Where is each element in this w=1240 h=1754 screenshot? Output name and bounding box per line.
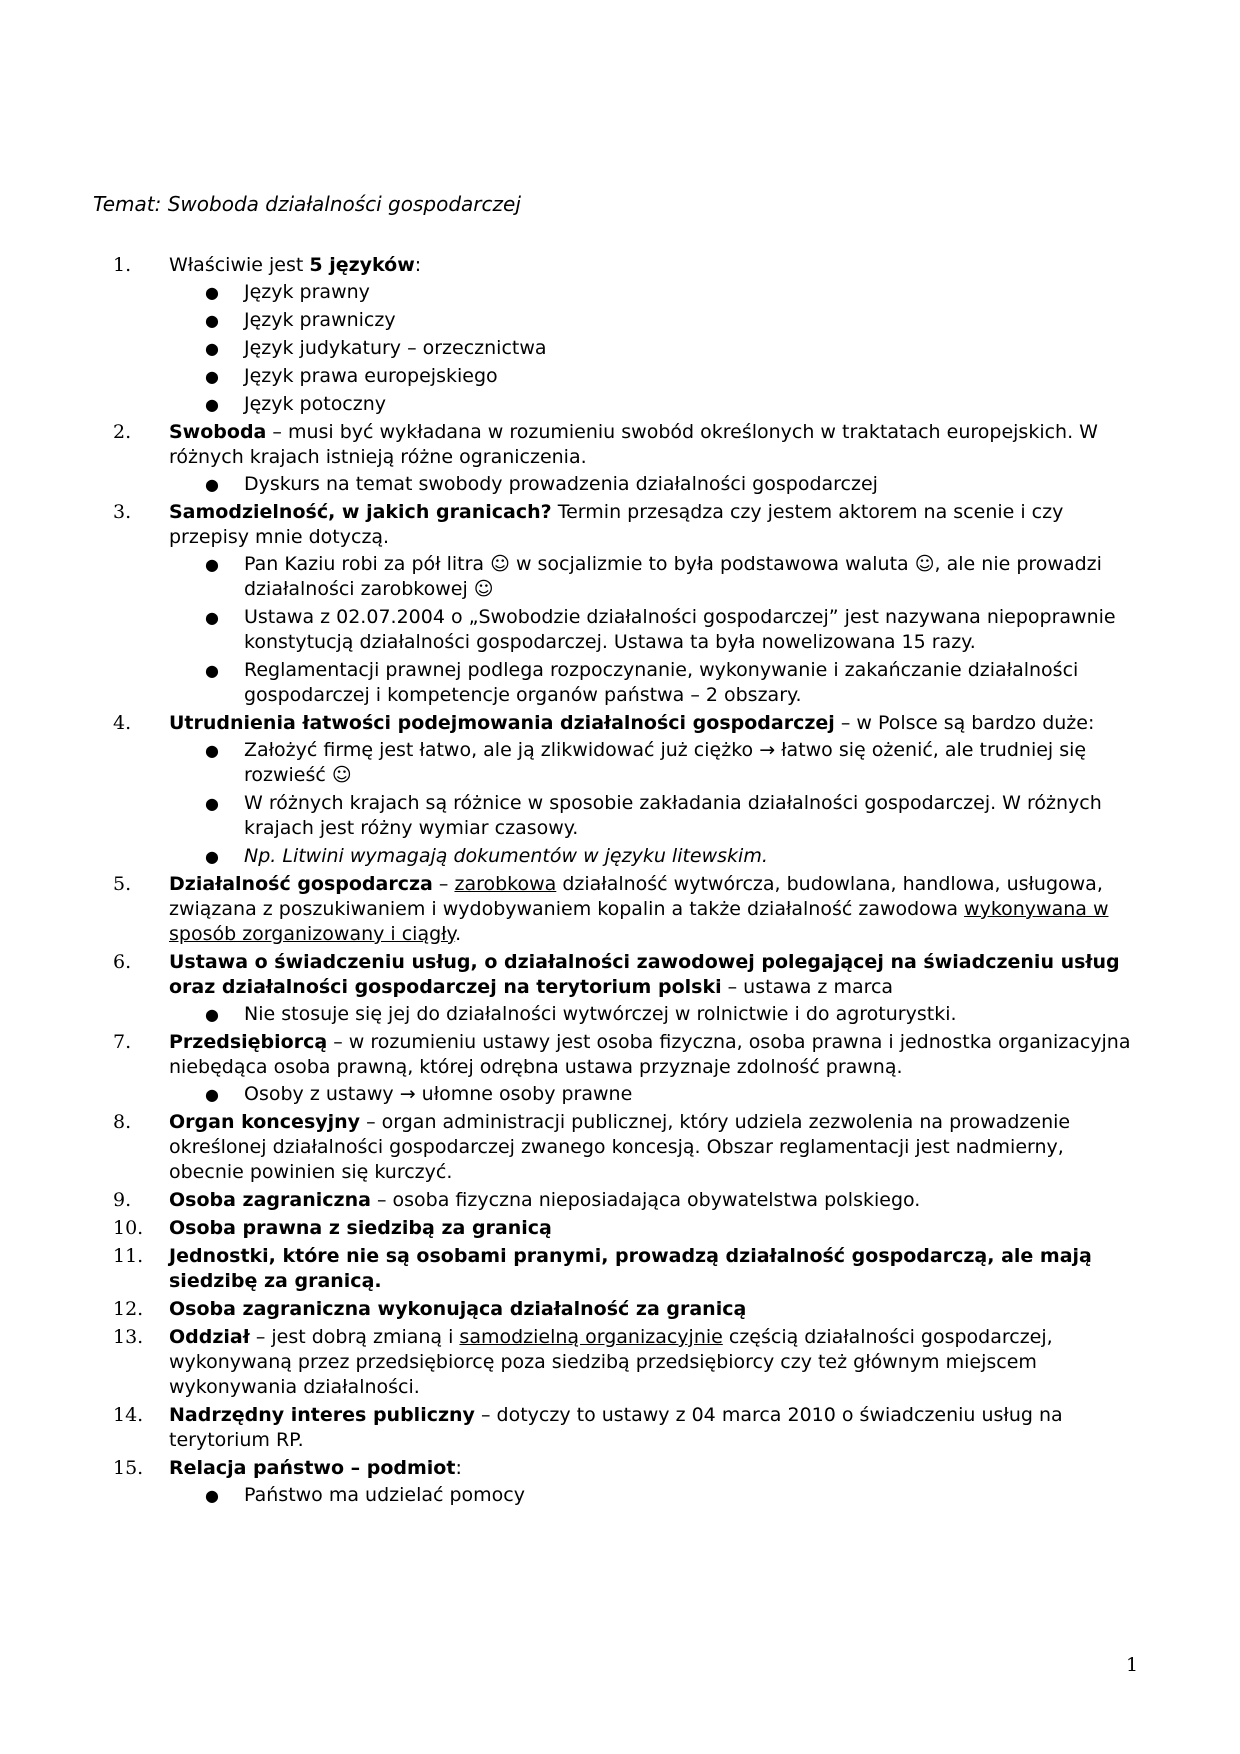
item-number: 5. [113, 873, 132, 895]
item-number: 2. [113, 421, 132, 443]
item-text: – w Polsce są bardzo duże: [834, 712, 1095, 734]
item-text: częścią działalności gospodarczej, wykonywaną przez przedsiębiorcę poza siedzibą przedsiębiorcy czy też głównym miejscem wykonywania działalności. [169, 1326, 1053, 1398]
bullet-text: Założyć firmę jest łatwo, ale ją zlikwidować już ciężko → łatwo się ożenić, ale trudniej się rozwieść ☺ [244, 739, 1087, 786]
item-bold-term: Samodzielność, w jakich granicach? [169, 501, 552, 523]
item-number: 14. [113, 1404, 144, 1426]
item-bold-term: Jednostki, które nie są osobami pranymi, prowadzą działalność gospodarczą, ale mają siedzibę za granicą. [169, 1245, 1092, 1292]
bullet-icon: ● [205, 847, 219, 866]
bullet-item [169, 658, 1143, 708]
list-item [93, 500, 1143, 708]
item-number: 13. [113, 1326, 144, 1348]
item-text: – [432, 873, 455, 895]
bullet-item [169, 364, 1143, 389]
bullet-text: W różnych krajach są różnice w sposobie zakładania działalności gospodarczej. W różnych krajach jest różny wymiar czasowy. [244, 792, 1102, 839]
item-number: 12. [113, 1298, 144, 1320]
bullet-item [169, 738, 1143, 788]
list-item [93, 1403, 1143, 1453]
list-item [93, 872, 1143, 947]
bullet-icon: ● [205, 741, 219, 760]
item-text: – osoba fizyczna nieposiadająca obywatelstwa polskiego. [370, 1189, 921, 1211]
list-item [93, 1030, 1143, 1107]
bullet-icon: ● [205, 1486, 219, 1505]
item-bold-term: Osoba zagraniczna [169, 1189, 371, 1211]
item-text: działalność wytwórcza, budowlana, handlowa, usługowa, związana z poszukiwaniem i wydobywaniem kopalin a także działalność zawodowa [169, 873, 1103, 920]
item-text: – jest dobrą zmianą i [249, 1326, 460, 1348]
item-bold-term: 5 języków [309, 254, 415, 276]
bullet-text: Język prawny [244, 281, 370, 303]
item-number: 1. [113, 254, 132, 276]
document-body [93, 253, 1143, 1511]
item-lead-text: Właściwie jest [169, 254, 310, 276]
bullet-text: Język judykatury – orzecznictwa [244, 337, 547, 359]
item-text: : [414, 254, 422, 276]
bullet-item [169, 1483, 1143, 1508]
list-item [93, 950, 1143, 1027]
bullet-list [169, 1002, 1143, 1027]
list-item [93, 711, 1143, 869]
bullet-text-italic: Np. Litwini wymagają dokumentów w języku litewskim. [244, 845, 768, 867]
bullet-icon: ● [205, 608, 219, 627]
bullet-icon: ● [205, 475, 219, 494]
bullet-icon: ● [205, 1085, 219, 1104]
bullet-list [169, 472, 1143, 497]
underlined-text: zarobkowa [454, 873, 557, 895]
item-number: 9. [113, 1189, 132, 1211]
bullet-item [169, 336, 1143, 361]
bullet-list [169, 738, 1143, 869]
item-bold-term: Ustawa o świadczeniu usług, o działalności zawodowej polegającej na świadczeniu usług oraz działalności gospodarczej na terytorium polski [169, 951, 1120, 998]
item-text: Termin przesądza czy jestem aktorem na scenie i czy przepisy mnie dotyczą. [169, 501, 1064, 548]
item-text: – w rozumieniu ustawy jest osoba fizyczna, osoba prawna i jednostka organizacyjna niebędąca osoba prawną, której odrębna ustawa przyznaje zdolność prawną. [169, 1031, 1131, 1078]
item-text: – organ administracji publicznej, który udziela zezwolenia na prowadzenie określonej działalności gospodarczej zwanego koncesją. Obszar reglamentacji jest nadmierny, obecnie powinien się kurczyć. [169, 1111, 1071, 1183]
bullet-text: Ustawa z 02.07.2004 o „Swobodzie działalności gospodarczej” jest nazywana niepoprawnie konstytucją działalności gospodarczej. Ustawa ta była nowelizowana 15 razy. [244, 606, 1116, 653]
item-number: 8. [113, 1111, 132, 1133]
item-number: 4. [113, 712, 132, 734]
item-bold-term: Organ koncesyjny [169, 1111, 361, 1133]
item-number: 10. [113, 1217, 144, 1239]
bullet-text: Dyskurs na temat swobody prowadzenia działalności gospodarczej [244, 473, 878, 495]
bullet-list [169, 280, 1143, 417]
bullet-item [169, 552, 1143, 602]
item-number: 6. [113, 951, 132, 973]
bullet-item [169, 472, 1143, 497]
item-bold-term: Utrudnienia łatwości podejmowania działalności gospodarczej [169, 712, 835, 734]
list-item [93, 1244, 1143, 1294]
bullet-icon: ● [205, 794, 219, 813]
item-number: 15. [113, 1457, 144, 1479]
bullet-icon: ● [205, 339, 219, 358]
bullet-icon: ● [205, 1005, 219, 1024]
bullet-icon: ● [205, 395, 219, 414]
list-item [93, 420, 1143, 497]
bullet-text: Język prawniczy [244, 309, 396, 331]
bullet-icon: ● [205, 661, 219, 680]
bullet-icon: ● [205, 283, 219, 302]
list-item [93, 1325, 1143, 1400]
document-title: Temat: Swoboda działalności gospodarczej [93, 192, 521, 216]
bullet-text: Reglamentacji prawnej podlega rozpoczynanie, wykonywanie i zakańczanie działalności gospodarczej i kompetencje organów państwa – 2 obszary. [244, 659, 1079, 706]
bullet-icon: ● [205, 555, 219, 574]
list-item [93, 1297, 1143, 1322]
item-text: – musi być wykładana w rozumieniu swobód określonych w traktatach europejskich. W różnych krajach istnieją różne ograniczenia. [169, 421, 1098, 468]
bullet-list [169, 1483, 1143, 1508]
bullet-text: Język potoczny [244, 393, 387, 415]
item-text: – dotyczy to ustawy z 04 marca 2010 o świadczeniu usług na terytorium RP. [169, 1404, 1063, 1451]
item-number: 11. [113, 1245, 144, 1267]
bullet-item [169, 308, 1143, 333]
item-bold-term: Nadrzędny interes publiczny [169, 1404, 475, 1426]
bullet-item [169, 1002, 1143, 1027]
bullet-text: Osoby z ustawy → ułomne osoby prawne [244, 1083, 633, 1105]
bullet-text: Nie stosuje się jej do działalności wytwórczej w rolnictwie i do agroturystki. [244, 1003, 957, 1025]
bullet-icon: ● [205, 311, 219, 330]
item-bold-term: Osoba zagraniczna wykonująca działalność za granicą [169, 1298, 747, 1320]
item-bold-term: Działalność gospodarcza [169, 873, 433, 895]
bullet-text: Państwo ma udzielać pomocy [244, 1484, 525, 1506]
item-text: . [455, 923, 462, 945]
bullet-list [169, 1082, 1143, 1107]
underlined-text: wykonywana w sposób zorganizowany i ciągły [169, 898, 1109, 945]
page-number: 1 [1126, 1654, 1139, 1676]
item-number: 3. [113, 501, 132, 523]
item-bold-term: Osoba prawna z siedzibą za granicą [169, 1217, 552, 1239]
main-numbered-list [93, 253, 1143, 1508]
list-item [93, 1110, 1143, 1185]
list-item [93, 253, 1143, 417]
item-bold-term: Relacja państwo – podmiot [169, 1457, 456, 1479]
item-number: 7. [113, 1031, 132, 1053]
bullet-item [169, 791, 1143, 841]
bullet-text: Pan Kaziu robi za pół litra ☺ w socjalizmie to była podstawowa waluta ☺, ale nie prowadzi działalności zarobkowej ☺ [244, 553, 1102, 600]
item-bold-term: Oddział [169, 1326, 250, 1348]
bullet-item [169, 844, 1143, 869]
bullet-item [169, 392, 1143, 417]
list-item [93, 1456, 1143, 1508]
bullet-list [169, 552, 1143, 708]
bullet-text: Język prawa europejskiego [244, 365, 498, 387]
bullet-item [169, 280, 1143, 305]
list-item [93, 1216, 1143, 1241]
item-text: : [455, 1457, 462, 1479]
bullet-item [169, 605, 1143, 655]
list-item [93, 1188, 1143, 1213]
item-bold-term: Swoboda [169, 421, 267, 443]
item-bold-term: Przedsiębiorcą [169, 1031, 328, 1053]
bullet-item [169, 1082, 1143, 1107]
underlined-text: samodzielną organizacyjnie [459, 1326, 723, 1348]
bullet-icon: ● [205, 367, 219, 386]
item-text: – ustawa z marca [721, 976, 894, 998]
